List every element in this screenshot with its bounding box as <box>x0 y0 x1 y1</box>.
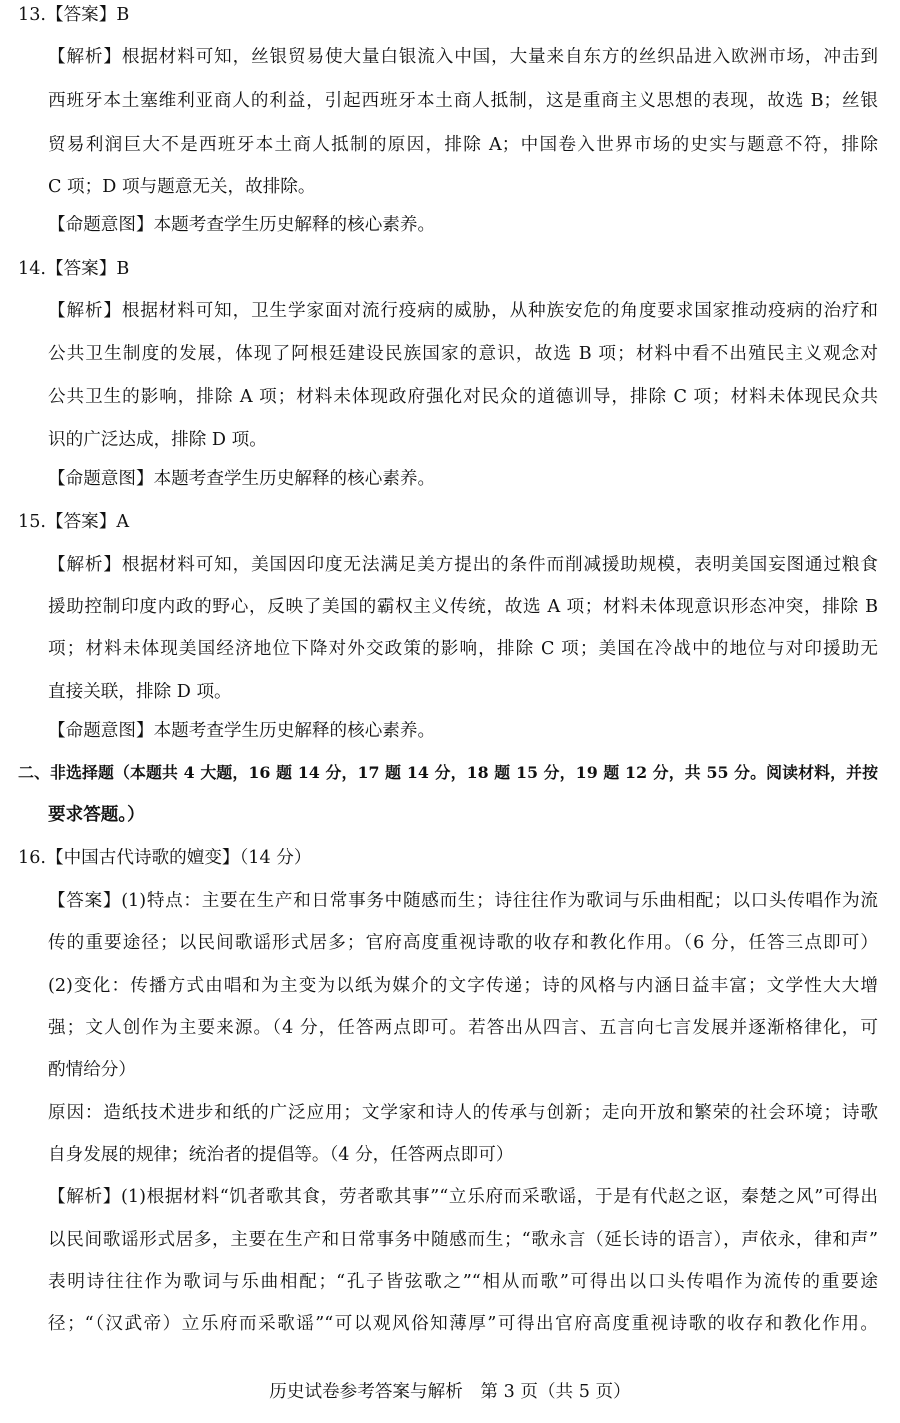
q13-analysis-line: 【解析】根据材料可知，丝银贸易使大量白银流入中国，大量来自东方的丝织品进入欧洲市场，冲击到 <box>48 47 878 67</box>
q15-analysis-line: 直接关联，排除 D 项。 <box>48 682 232 702</box>
q14-analysis-line: 识的广泛达成，排除 D 项。 <box>48 430 267 450</box>
q16-analysis-line: 表明诗往往作为歌词与乐曲相配；“孔子皆弦歌之”“相从而歌”可得出以口头传唱作为流传的重要途 <box>48 1272 878 1292</box>
q13-analysis-line: 西班牙本土塞维利亚商人的利益，引起西班牙本土商人抵制，这是重商主义思想的表现，故选 B；丝银 <box>48 91 878 111</box>
page-footer: 历史试卷参考答案与解析 第 3 页（共 5 页） <box>269 1382 631 1402</box>
q16-analysis-line: 【解析】(1)根据材料“饥者歌其食，劳者歌其事”“立乐府而采歌谣，于是有代赵之讴，秦楚之风”可得出 <box>48 1187 878 1207</box>
q14-analysis-line: 公共卫生制度的发展，体现了阿根廷建设民族国家的意识，故选 B 项；材料中看不出殖民主义观念对 <box>48 344 878 364</box>
q15-analysis-line: 【解析】根据材料可知，美国因印度无法满足美方提出的条件而削减援助规模，表明美国妄图通过粮食 <box>48 555 878 575</box>
q15-analysis-line: 项；材料未体现美国经济地位下降对外交政策的影响，排除 C 项；美国在冷战中的地位与对印援助无 <box>48 639 878 659</box>
q16-answer-line: 自身发展的规律；统治者的提倡等。（4 分，任答两点即可） <box>48 1145 514 1165</box>
q15-intent: 【命题意图】本题考查学生历史解释的核心素养。 <box>48 721 436 741</box>
q16-answer-line: (2)变化：传播方式由唱和为主变为以纸为媒介的文字传递；诗的风格与内涵日益丰富；文学性大大增 <box>48 976 878 996</box>
q13-intent: 【命题意图】本题考查学生历史解释的核心素养。 <box>48 215 436 235</box>
q16-answer-line: 传的重要途径；以民间歌谣形式居多；官府高度重视诗歌的收存和教化作用。（6 分，任答三点即可） <box>48 933 878 953</box>
q13-analysis-line: C 项；D 项与题意无关，故排除。 <box>48 177 316 197</box>
section-heading-continued: 要求答题。） <box>48 804 145 825</box>
q16-answer-line: 原因：造纸技术进步和纸的广泛应用；文学家和诗人的传承与创新；走向开放和繁荣的社会环境；诗歌 <box>48 1103 878 1123</box>
q16-analysis-line: 以民间歌谣形式居多，主要在生产和日常事务中随感而生；“歌永言（延长诗的语言），声依永，律和声” <box>48 1230 878 1250</box>
q14-analysis-line: 【解析】根据材料可知，卫生学家面对流行疫病的威胁，从种族安危的角度要求国家推动疫病的治疗和 <box>48 301 878 321</box>
q16-answer-line: 强；文人创作为主要来源。（4 分，任答两点即可。若答出从四言、五言向七言发展并逐渐格律化，可 <box>48 1018 878 1038</box>
q15-analysis-line: 援助控制印度内政的野心，反映了美国的霸权主义传统，故选 A 项；材料未体现意识形态冲突，排除 B <box>48 597 878 617</box>
q13-analysis-line: 贸易利润巨大不是西班牙本土商人抵制的原因，排除 A；中国卷入世界市场的史实与题意不符，排除 <box>48 135 878 155</box>
q13-answer: 13.【答案】B <box>18 5 130 25</box>
q16-title: 16.【中国古代诗歌的嬗变】（14 分） <box>18 848 312 868</box>
q14-answer: 14.【答案】B <box>18 259 130 279</box>
q16-answer-line: 酌情给分） <box>48 1060 136 1080</box>
q14-analysis-line: 公共卫生的影响，排除 A 项；材料未体现政府强化对民众的道德训导，排除 C 项；材料未体现民众共 <box>48 387 878 407</box>
q14-intent: 【命题意图】本题考查学生历史解释的核心素养。 <box>48 469 436 489</box>
q15-answer: 15.【答案】A <box>18 512 130 532</box>
section-heading: 二、非选择题（本题共 4 大题，16 题 14 分，17 题 14 分，18 题 15 分，19 题 12 分，共 55 分。阅读材料，并按 <box>18 763 878 782</box>
q16-answer-line: 【答案】(1)特点：主要在生产和日常事务中随感而生；诗往往作为歌词与乐曲相配；以口头传唱作为流 <box>48 891 878 911</box>
q16-analysis-line: 径；“（汉武帝）立乐府而采歌谣”“可以观风俗知薄厚”可得出官府高度重视诗歌的收存和教化作用。 <box>48 1314 878 1334</box>
